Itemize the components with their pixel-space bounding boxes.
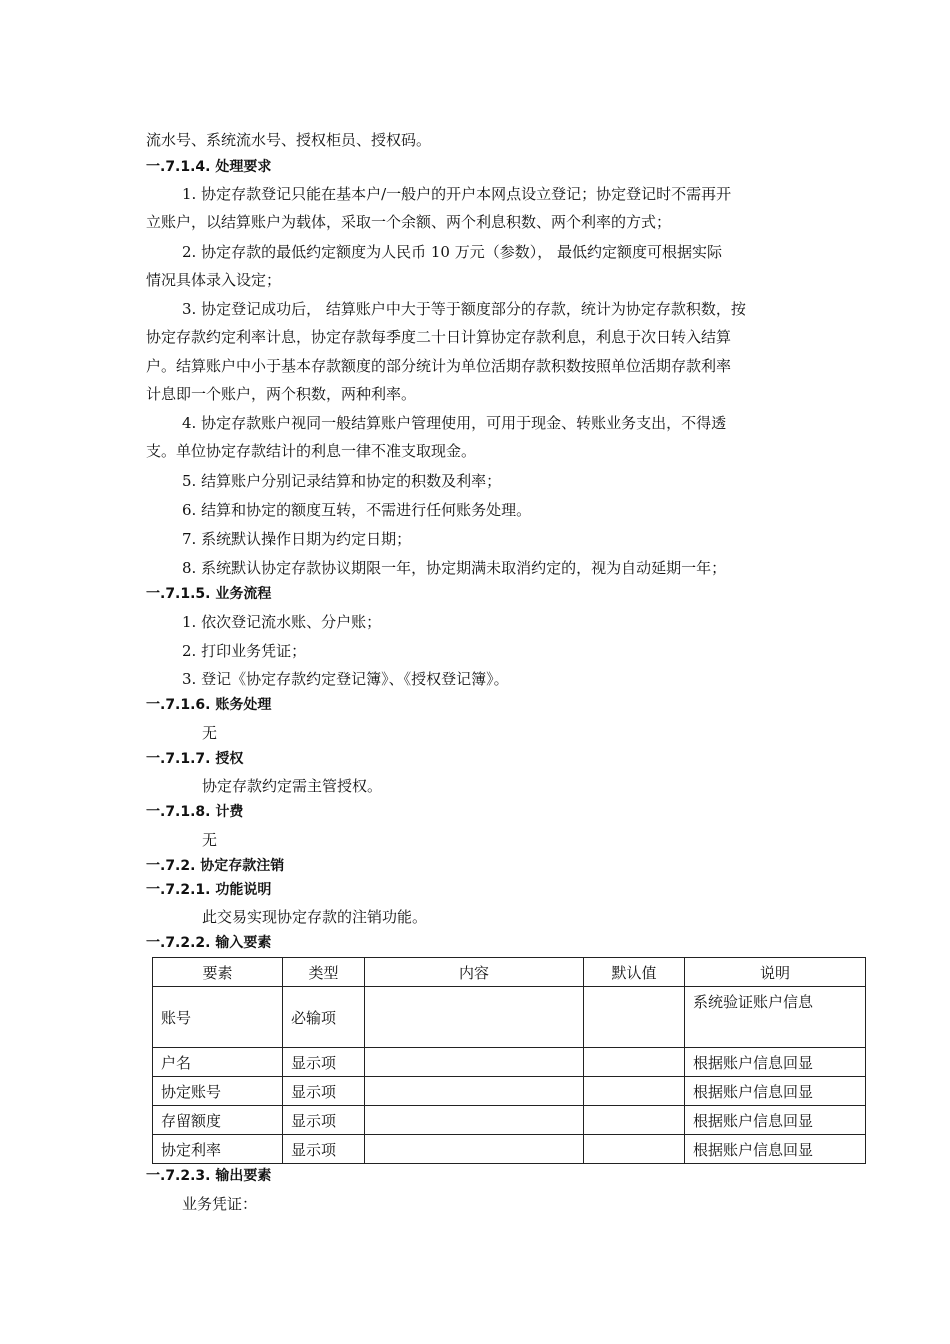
- table-cell: [365, 1077, 584, 1106]
- paragraph-line: 1. 协定存款登记只能在基本户/一般户的开户本网点设立登记；协定登记时不需再开: [182, 185, 732, 203]
- table-cell: 显示项: [283, 1048, 365, 1077]
- table-row: [153, 987, 866, 1048]
- paragraph-line: 4. 协定存款账户视同一般结算账户管理使用，可用于现金、转账业务支出，不得透: [182, 414, 727, 432]
- list-item: 3. 登记《协定存款约定登记簿》、《授权登记簿》。: [182, 670, 509, 688]
- table-cell: 根据账户信息回显: [685, 1135, 866, 1164]
- table-cell: 协定利率: [153, 1135, 283, 1164]
- heading-7-1-5: 一.7.1.5. 业务流程: [146, 586, 272, 602]
- table-row: [153, 1106, 866, 1135]
- paragraph-line: 支。单位协定存款结计的利息一律不准支取现金。: [146, 442, 477, 460]
- table-cell: 显示项: [283, 1135, 365, 1164]
- heading-7-1-4: 一.7.1.4. 处理要求: [146, 159, 272, 175]
- table-cell: 根据账户信息回显: [685, 1077, 866, 1106]
- table-cell: [584, 1135, 685, 1164]
- column-header: 内容: [365, 958, 584, 987]
- paragraph-line: 计息即一个账户，两个积数，两种利率。: [146, 385, 417, 403]
- table-cell: [365, 1048, 584, 1077]
- table-cell: 显示项: [283, 1077, 365, 1106]
- column-header: 类型: [283, 958, 365, 987]
- paragraph-line: 协定存款约定利率计息，协定存款每季度二十日计算协定存款利息，利息于次日转入结算: [146, 328, 732, 346]
- list-item: 2. 打印业务凭证；: [182, 642, 307, 660]
- column-header: 默认值: [584, 958, 685, 987]
- section-text: 此交易实现协定存款的注销功能。: [202, 908, 428, 926]
- paragraph-line: 8. 系统默认协定存款协议期限一年，协定期满未取消约定的，视为自动延期一年；: [182, 559, 727, 577]
- table-row: [153, 1077, 866, 1106]
- paragraph-line: 情况具体录入设定；: [146, 271, 282, 289]
- column-header: 要素: [153, 958, 283, 987]
- table-cell: [365, 1106, 584, 1135]
- table-cell: 存留额度: [153, 1106, 283, 1135]
- table-cell: [584, 987, 685, 1048]
- list-item: 1. 依次登记流水账、分户账；: [182, 613, 382, 631]
- table-cell: [365, 1135, 584, 1164]
- section-text: 无: [202, 724, 218, 742]
- heading-7-2-2: 一.7.2.2. 输入要素: [146, 935, 272, 951]
- heading-7-1-6: 一.7.1.6. 账务处理: [146, 697, 272, 713]
- table-cell: [584, 1048, 685, 1077]
- table-cell: 系统验证账户信息: [685, 987, 866, 1048]
- table-cell: [584, 1077, 685, 1106]
- section-text: 协定存款约定需主管授权。: [202, 777, 383, 795]
- column-header: 说明: [685, 958, 866, 987]
- table-cell: 账号: [153, 987, 283, 1048]
- table-row: [153, 1048, 866, 1077]
- table-cell: [365, 987, 584, 1048]
- table-cell: 根据账户信息回显: [685, 1106, 866, 1135]
- table-cell: 户名: [153, 1048, 283, 1077]
- table-cell: [584, 1106, 685, 1135]
- table-cell: 根据账户信息回显: [685, 1048, 866, 1077]
- intro-line: 流水号、系统流水号、授权柜员、授权码。: [146, 131, 432, 149]
- table-header-row: [153, 958, 866, 987]
- table-row: [153, 1135, 866, 1164]
- table-cell: 协定账号: [153, 1077, 283, 1106]
- heading-7-2: 一.7.2. 协定存款注销: [146, 858, 285, 874]
- paragraph-line: 户。结算账户中小于基本存款额度的部分统计为单位活期存款积数按照单位活期存款利率: [146, 357, 732, 375]
- heading-7-2-3: 一.7.2.3. 输出要素: [146, 1168, 272, 1184]
- heading-7-1-8: 一.7.1.8. 计费: [146, 804, 244, 820]
- paragraph-line: 5. 结算账户分别记录结算和协定的积数及利率；: [182, 472, 502, 490]
- input-elements-table: [152, 957, 866, 1164]
- heading-7-1-7: 一.7.1.7. 授权: [146, 751, 244, 767]
- paragraph-line: 2. 协定存款的最低约定额度为人民币 10 万元（参数）， 最低约定额度可根据实际: [182, 243, 722, 261]
- paragraph-line: 3. 协定登记成功后， 结算账户中大于等于额度部分的存款，统计为协定存款积数，按: [182, 300, 746, 318]
- table-cell: 显示项: [283, 1106, 365, 1135]
- section-text: 业务凭证：: [182, 1195, 258, 1213]
- paragraph-line: 6. 结算和协定的额度互转，不需进行任何账务处理。: [182, 501, 532, 519]
- heading-7-2-1: 一.7.2.1. 功能说明: [146, 882, 272, 898]
- section-text: 无: [202, 831, 218, 849]
- table-cell: 必输项: [283, 987, 365, 1048]
- paragraph-line: 7. 系统默认操作日期为约定日期；: [182, 530, 412, 548]
- paragraph-line: 立账户，以结算账户为载体，采取一个余额、两个利息积数、两个利率的方式；: [146, 213, 672, 231]
